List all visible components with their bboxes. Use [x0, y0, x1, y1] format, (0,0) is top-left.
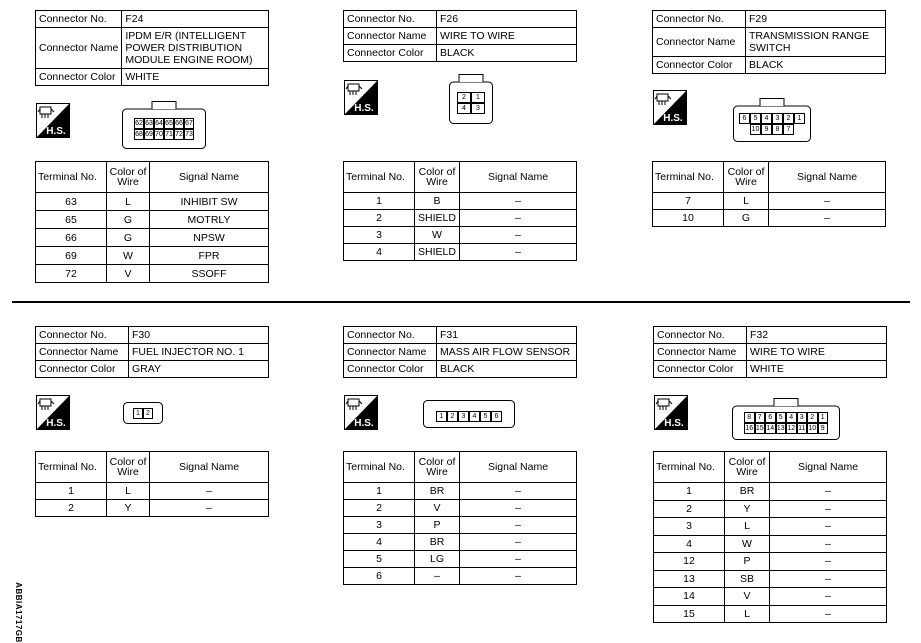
connector-color-label: Connector Color	[36, 361, 129, 378]
pin: 4	[761, 113, 772, 124]
signal-name-cell: –	[770, 483, 887, 501]
signal-name-cell: INHIBIT SW	[150, 193, 269, 211]
signal-name-header: Signal Name	[460, 452, 577, 483]
wire-color-header: Color of Wire	[725, 452, 770, 483]
connector-face-f29	[733, 98, 811, 142]
pin: 6	[491, 411, 502, 422]
pin: 8	[744, 412, 755, 423]
table-row	[344, 227, 577, 244]
signal-name-cell: –	[770, 535, 887, 553]
connector-info-f32	[653, 326, 887, 378]
pin: 8	[772, 124, 783, 135]
table-row	[654, 570, 887, 588]
signal-name-header: Signal Name	[150, 452, 269, 483]
svg-text:H.S.: H.S.	[663, 113, 683, 124]
signal-name-header: Signal Name	[460, 162, 577, 193]
wire-color-cell: P	[415, 517, 460, 534]
connector-color-value: GRAY	[129, 361, 269, 378]
svg-text:H.S.: H.S.	[46, 418, 66, 429]
connector-name-label: Connector Name	[654, 344, 747, 361]
pin: 6	[739, 113, 750, 124]
wire-color-header: Color of Wire	[724, 162, 769, 193]
connector-color-label: Connector Color	[36, 69, 122, 86]
terminal-no-cell: 13	[654, 570, 725, 588]
terminal-table-f29	[652, 161, 886, 227]
pin-grid	[744, 412, 828, 434]
connector-no-value: F30	[129, 327, 269, 344]
pin: 2	[457, 92, 471, 103]
wire-color-cell: P	[725, 553, 770, 571]
connector-info-f24	[35, 10, 269, 86]
table-row	[36, 211, 269, 229]
section-divider	[12, 301, 910, 303]
pin: 10	[751, 126, 760, 133]
terminal-no-cell: 14	[654, 588, 725, 606]
pin: 71	[165, 131, 173, 138]
table-row	[344, 244, 577, 261]
terminal-no-cell: 12	[654, 553, 725, 571]
pin: 15	[755, 425, 764, 432]
connector-name-value: IPDM E/R (INTELLIGENT POWER DISTRIBUTION MODULE ENGINE ROOM)	[122, 28, 269, 69]
signal-name-header: Signal Name	[769, 162, 886, 193]
terminal-no-cell: 2	[344, 210, 415, 227]
wire-color-header: Color of Wire	[107, 452, 150, 483]
pin: 1	[794, 113, 805, 124]
wire-color-cell: LG	[415, 551, 460, 568]
signal-name-cell: FPR	[150, 247, 269, 265]
terminal-no-cell: 72	[36, 265, 107, 283]
terminal-no-cell: 4	[654, 535, 725, 553]
connector-info-f30	[35, 326, 269, 378]
connector-face-f31	[423, 400, 515, 428]
pin: 7	[783, 124, 794, 135]
terminal-no-cell: 4	[344, 244, 415, 261]
table-row	[36, 500, 269, 517]
terminal-no-cell: 3	[344, 227, 415, 244]
pin: 2	[783, 113, 794, 124]
terminal-no-cell: 66	[36, 229, 107, 247]
pin: 14	[766, 425, 775, 432]
table-row	[36, 247, 269, 265]
pin: 9	[818, 423, 829, 434]
pin: 7	[755, 412, 766, 423]
connector-no-value: F29	[746, 11, 886, 28]
connector-color-value: WHITE	[122, 69, 269, 86]
table-row	[654, 588, 887, 606]
table-row	[36, 265, 269, 283]
svg-text:H.S.: H.S.	[354, 103, 374, 114]
connector-no-value: F26	[437, 11, 577, 28]
wire-color-cell: BR	[415, 534, 460, 551]
terminal-no-header: Terminal No.	[344, 162, 415, 193]
wire-color-cell: Y	[107, 500, 150, 517]
pin-grid	[134, 118, 194, 140]
pin: 4	[469, 411, 480, 422]
terminal-table-f32	[653, 451, 887, 623]
pin: 64	[155, 120, 163, 127]
signal-name-cell: –	[770, 570, 887, 588]
pin: 63	[145, 120, 153, 127]
terminal-no-cell: 1	[344, 193, 415, 210]
pin: 62	[135, 120, 143, 127]
pin: 1	[133, 408, 143, 419]
terminal-no-cell: 15	[654, 605, 725, 623]
terminal-no-cell: 7	[653, 193, 724, 210]
wire-color-cell: BR	[725, 483, 770, 501]
pin: 9	[761, 124, 772, 135]
table-row	[36, 483, 269, 500]
pin: 65	[165, 120, 173, 127]
connector-color-label: Connector Color	[344, 45, 437, 62]
terminal-no-header: Terminal No.	[36, 162, 107, 193]
pin: 1	[436, 411, 447, 422]
pin: 12	[787, 425, 796, 432]
connector-color-value: WHITE	[747, 361, 887, 378]
connector-name-value: MASS AIR FLOW SENSOR	[437, 344, 577, 361]
signal-name-cell: –	[769, 210, 886, 227]
pin: 5	[480, 411, 491, 422]
pin-grid	[133, 408, 153, 419]
wire-color-header: Color of Wire	[107, 162, 150, 193]
signal-name-header: Signal Name	[150, 162, 269, 193]
connector-name-label: Connector Name	[36, 344, 129, 361]
table-row	[653, 193, 886, 210]
connector-name-label: Connector Name	[344, 344, 437, 361]
terminal-no-cell: 69	[36, 247, 107, 265]
figure-code: ABBIA1717GB	[13, 582, 23, 643]
table-row	[344, 210, 577, 227]
signal-name-cell: –	[460, 244, 577, 261]
pin-grid	[739, 113, 805, 135]
pin: 73	[185, 131, 193, 138]
connector-face-f32	[732, 398, 840, 440]
harness-side-icon	[344, 80, 378, 115]
table-row	[344, 193, 577, 210]
signal-name-cell: SSOFF	[150, 265, 269, 283]
wire-color-cell: B	[415, 193, 460, 210]
pin: 68	[135, 131, 143, 138]
signal-name-cell: –	[770, 588, 887, 606]
connector-name-label: Connector Name	[36, 28, 122, 69]
harness-side-icon	[654, 395, 688, 430]
connector-name-label: Connector Name	[344, 28, 437, 45]
svg-text:H.S.: H.S.	[354, 418, 374, 429]
signal-name-cell: –	[460, 210, 577, 227]
pin: 11	[798, 425, 806, 432]
signal-name-cell: –	[460, 534, 577, 551]
pin: 2	[807, 412, 818, 423]
wire-color-cell: –	[415, 568, 460, 585]
connector-no-label: Connector No.	[344, 327, 437, 344]
terminal-no-cell: 10	[653, 210, 724, 227]
signal-name-header: Signal Name	[770, 452, 887, 483]
terminal-table-f30	[35, 451, 269, 517]
table-row	[344, 517, 577, 534]
connector-face-f30	[123, 402, 163, 424]
terminal-no-cell: 3	[344, 517, 415, 534]
harness-side-icon	[36, 103, 70, 138]
table-row	[344, 534, 577, 551]
signal-name-cell: –	[460, 227, 577, 244]
wire-color-cell: V	[107, 265, 150, 283]
pin: 10	[808, 425, 817, 432]
table-row	[653, 210, 886, 227]
pin: 66	[175, 120, 183, 127]
table-row	[654, 605, 887, 623]
table-row	[654, 483, 887, 501]
connector-no-value: F32	[747, 327, 887, 344]
wire-color-cell: L	[724, 193, 769, 210]
pin-grid	[457, 92, 485, 114]
connector-info-f29	[652, 10, 886, 74]
harness-side-icon	[344, 395, 378, 430]
terminal-no-cell: 63	[36, 193, 107, 211]
wire-color-cell: G	[107, 229, 150, 247]
connector-color-label: Connector Color	[653, 57, 746, 74]
connector-name-value: FUEL INJECTOR NO. 1	[129, 344, 269, 361]
pin: 1	[818, 412, 829, 423]
connector-name-value: WIRE TO WIRE	[437, 28, 577, 45]
terminal-no-cell: 4	[344, 534, 415, 551]
pin: 70	[155, 131, 163, 138]
wire-color-cell: V	[725, 588, 770, 606]
terminal-table-f26	[343, 161, 577, 261]
pin: 5	[750, 113, 761, 124]
wire-color-cell: SHIELD	[415, 244, 460, 261]
wire-color-cell: W	[107, 247, 150, 265]
pin: 4	[457, 103, 471, 114]
wire-color-cell: G	[724, 210, 769, 227]
connector-no-value: F31	[437, 327, 577, 344]
wire-color-cell: L	[107, 193, 150, 211]
terminal-no-header: Terminal No.	[654, 452, 725, 483]
harness-side-icon	[653, 90, 687, 125]
pin: 67	[185, 120, 193, 127]
signal-name-cell: –	[770, 518, 887, 536]
terminal-table-f24	[35, 161, 269, 283]
pin: 72	[175, 131, 183, 138]
table-row	[344, 483, 577, 500]
table-row	[344, 568, 577, 585]
table-row	[654, 518, 887, 536]
wire-color-header: Color of Wire	[415, 162, 460, 193]
table-row	[36, 193, 269, 211]
wire-color-cell: BR	[415, 483, 460, 500]
wire-color-cell: L	[725, 518, 770, 536]
svg-text:H.S.: H.S.	[46, 126, 66, 137]
table-row	[36, 229, 269, 247]
connector-face-f24	[122, 101, 206, 149]
wire-color-cell: V	[415, 500, 460, 517]
connector-color-value: BLACK	[746, 57, 886, 74]
table-row	[654, 500, 887, 518]
pin: 69	[145, 131, 153, 138]
pin: 2	[143, 408, 153, 419]
terminal-no-header: Terminal No.	[36, 452, 107, 483]
wire-color-cell: G	[107, 211, 150, 229]
signal-name-cell: –	[150, 483, 269, 500]
pin: 3	[458, 411, 469, 422]
signal-name-cell: –	[150, 500, 269, 517]
signal-name-cell: MOTRLY	[150, 211, 269, 229]
terminal-table-f31	[343, 451, 577, 585]
wire-color-cell: SHIELD	[415, 210, 460, 227]
signal-name-cell: –	[460, 500, 577, 517]
harness-side-icon	[36, 395, 70, 430]
connector-name-value: TRANSMISSION RANGE SWITCH	[746, 28, 886, 57]
pin: 3	[797, 412, 808, 423]
connector-no-label: Connector No.	[344, 11, 437, 28]
connector-color-label: Connector Color	[654, 361, 747, 378]
pin: 6	[765, 412, 776, 423]
table-row	[654, 535, 887, 553]
connector-info-f26	[343, 10, 577, 62]
terminal-no-header: Terminal No.	[653, 162, 724, 193]
wire-color-cell: W	[415, 227, 460, 244]
pin: 5	[776, 412, 787, 423]
terminal-no-cell: 1	[36, 483, 107, 500]
terminal-no-cell: 2	[344, 500, 415, 517]
connector-face-f26	[449, 74, 493, 124]
table-row	[344, 551, 577, 568]
signal-name-cell: –	[460, 483, 577, 500]
table-row	[654, 553, 887, 571]
signal-name-cell: –	[460, 551, 577, 568]
pin: 16	[745, 425, 754, 432]
wire-color-cell: Y	[725, 500, 770, 518]
connector-color-value: BLACK	[437, 361, 577, 378]
terminal-no-cell: 6	[344, 568, 415, 585]
terminal-no-cell: 5	[344, 551, 415, 568]
signal-name-cell: –	[770, 500, 887, 518]
signal-name-cell: –	[770, 553, 887, 571]
table-row	[344, 500, 577, 517]
wire-color-header: Color of Wire	[415, 452, 460, 483]
terminal-no-cell: 2	[654, 500, 725, 518]
connector-no-label: Connector No.	[36, 327, 129, 344]
signal-name-cell: –	[769, 193, 886, 210]
pin: 3	[772, 113, 783, 124]
pin: 1	[471, 92, 485, 103]
connector-no-value: F24	[122, 11, 269, 28]
svg-text:H.S.: H.S.	[664, 418, 684, 429]
connector-no-label: Connector No.	[36, 11, 122, 28]
connector-color-value: BLACK	[437, 45, 577, 62]
wire-color-cell: L	[107, 483, 150, 500]
signal-name-cell: –	[460, 568, 577, 585]
connector-no-label: Connector No.	[653, 11, 746, 28]
connector-color-label: Connector Color	[344, 361, 437, 378]
pin-grid	[436, 411, 502, 422]
connector-info-f31	[343, 326, 577, 378]
signal-name-cell: NPSW	[150, 229, 269, 247]
pin: 4	[786, 412, 797, 423]
connector-no-label: Connector No.	[654, 327, 747, 344]
wire-color-cell: L	[725, 605, 770, 623]
wire-color-cell: SB	[725, 570, 770, 588]
pin: 2	[447, 411, 458, 422]
signal-name-cell: –	[460, 517, 577, 534]
terminal-no-cell: 65	[36, 211, 107, 229]
connector-name-label: Connector Name	[653, 28, 746, 57]
pin: 3	[471, 103, 485, 114]
signal-name-cell: –	[460, 193, 577, 210]
pin: 13	[776, 425, 785, 432]
signal-name-cell: –	[770, 605, 887, 623]
terminal-no-cell: 2	[36, 500, 107, 517]
terminal-no-cell: 1	[344, 483, 415, 500]
terminal-no-cell: 3	[654, 518, 725, 536]
wire-color-cell: W	[725, 535, 770, 553]
connector-name-value: WIRE TO WIRE	[747, 344, 887, 361]
terminal-no-header: Terminal No.	[344, 452, 415, 483]
terminal-no-cell: 1	[654, 483, 725, 501]
